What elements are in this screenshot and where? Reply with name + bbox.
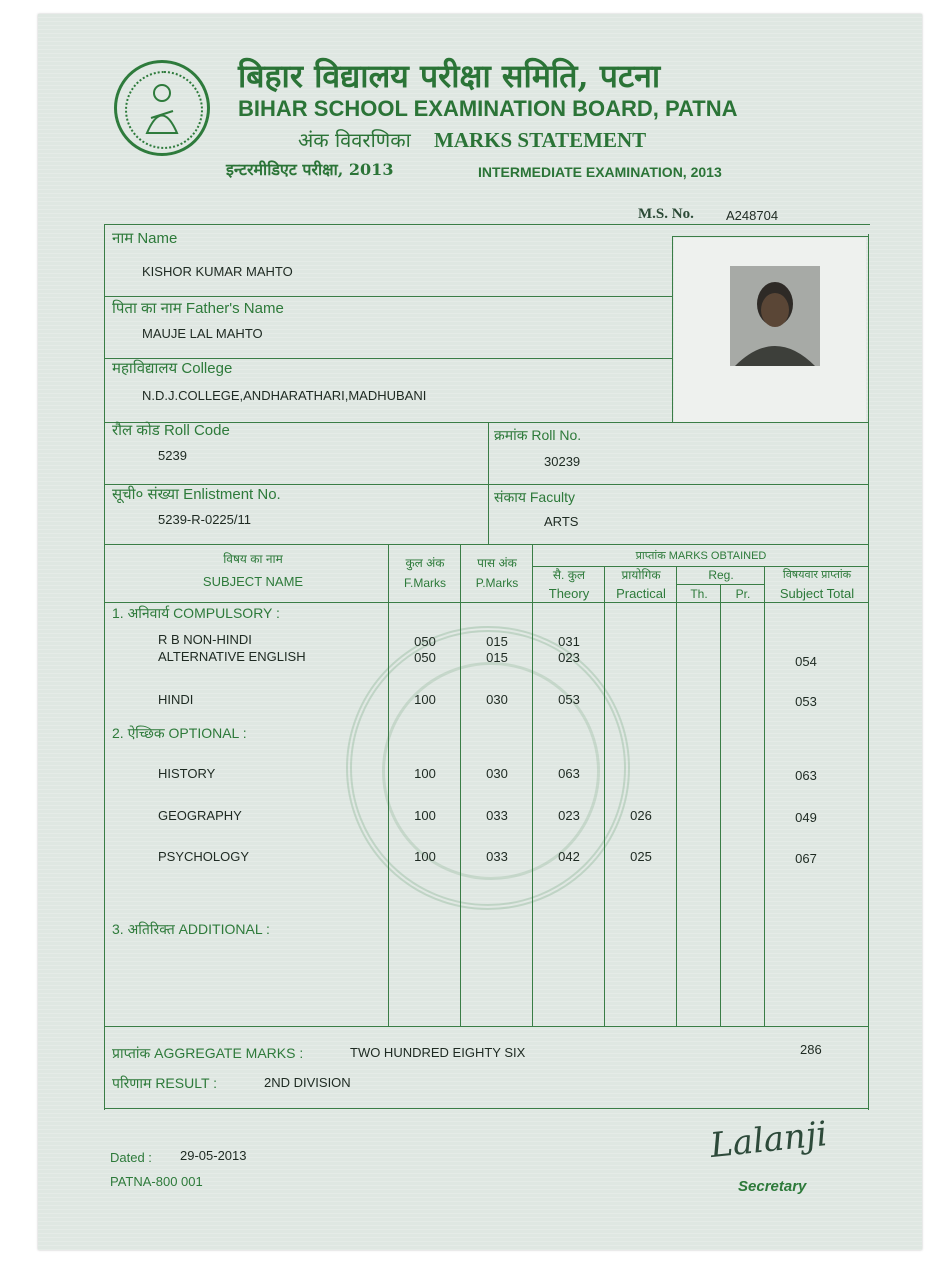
pmarks-head-hindi: पास अंक [477, 556, 517, 570]
dated-value: 29-05-2013 [180, 1148, 247, 1163]
pmarks-head-english: P.Marks [475, 576, 519, 590]
pass-marks: 033 [486, 849, 508, 864]
section-compulsory: 1. अनिवार्य COMPULSORY : [112, 605, 280, 621]
aggregate-value: 286 [800, 1042, 822, 1057]
subject-total: 049 [795, 810, 817, 825]
marks-obtained-head: प्राप्तांक MARKS OBTAINED [635, 550, 767, 562]
father-name-value: MAUJE LAL MAHTO [142, 326, 263, 341]
fmarks-head-english: F.Marks [404, 576, 446, 590]
practical-head-hindi: प्रायोगिक [621, 568, 661, 582]
board-seal-logo [114, 60, 210, 156]
pass-marks: 030 [486, 692, 508, 707]
subject-total: 054 [795, 654, 817, 669]
subject-name: PSYCHOLOGY [158, 849, 250, 864]
statement-title-hindi: अंक विवरणिका [298, 128, 411, 152]
board-title-english: BIHAR SCHOOL EXAMINATION BOARD, PATNA [238, 96, 738, 121]
theory-marks: 063 [558, 766, 580, 781]
subject-name: GEOGRAPHY [158, 808, 242, 823]
pass-marks: 030 [486, 766, 508, 781]
reg-pr-head: Pr. [735, 587, 751, 601]
aggregate-label: प्राप्तांक AGGREGATE MARKS : [112, 1045, 304, 1061]
subject-total-head-english: Subject Total [779, 586, 855, 601]
secretary-label: Secretary [738, 1178, 807, 1195]
address-text: PATNA-800 001 [110, 1174, 203, 1189]
section-additional: 3. अतिरिक्त ADDITIONAL : [112, 921, 270, 937]
subject-total: 067 [795, 851, 817, 866]
enlistment-value: 5239-R-0225/11 [158, 512, 251, 527]
subject-head-hindi: विषय का नाम [223, 552, 283, 566]
secretary-signature: Lalanji [708, 1113, 830, 1167]
subject-name: R B NON-HINDI [158, 632, 252, 647]
father-name-label: पिता का नाम Father's Name [112, 300, 284, 317]
full-marks: 050 [414, 634, 436, 649]
subject-name: HISTORY [158, 766, 216, 781]
theory-marks: 053 [558, 692, 580, 707]
reg-head: Reg. [708, 568, 734, 582]
name-label: नाम Name [112, 230, 178, 247]
roll-code-label: रौल कोड Roll Code [112, 422, 230, 439]
theory-marks: 023 [558, 808, 580, 823]
full-marks: 100 [414, 849, 436, 864]
pass-marks: 015 [486, 650, 508, 665]
result-value: 2ND DIVISION [264, 1075, 351, 1090]
enlistment-label: सूची० संख्या Enlistment No. [112, 486, 281, 503]
full-marks: 050 [414, 650, 436, 665]
theory-marks: 042 [558, 849, 580, 864]
college-value: N.D.J.COLLEGE,ANDHARATHARI,MADHUBANI [142, 388, 427, 403]
result-label: परिणाम RESULT : [112, 1075, 218, 1091]
subject-total: 063 [795, 768, 817, 783]
full-marks: 100 [414, 808, 436, 823]
name-value: KISHOR KUMAR MAHTO [142, 264, 293, 279]
practical-marks: 026 [630, 808, 652, 823]
section-optional: 2. ऐच्छिक OPTIONAL : [112, 725, 247, 741]
exam-title-english: INTERMEDIATE EXAMINATION, 2013 [478, 164, 722, 180]
statement-title-english: MARKS STATEMENT [434, 128, 647, 152]
faculty-label: संकाय Faculty [494, 489, 575, 505]
subject-total-head-hindi: विषयवार प्राप्तांक [782, 569, 852, 581]
theory-head-english: Theory [548, 586, 590, 601]
fmarks-head-hindi: कुल अंक [405, 556, 445, 570]
faculty-value: ARTS [544, 514, 579, 529]
college-label: महाविद्यालय College [112, 360, 233, 377]
subject-head-english: SUBJECT NAME [202, 574, 304, 589]
dated-label: Dated : [110, 1150, 152, 1165]
marks-statement-paper [38, 14, 922, 1250]
exam-title-hindi: इन्टरमीडिएट परीक्षा, 2013 [226, 160, 394, 179]
roll-code-value: 5239 [158, 448, 187, 463]
student-photo [730, 266, 820, 366]
practical-head-english: Practical [616, 586, 666, 601]
pass-marks: 015 [486, 634, 508, 649]
ms-no-value: A248704 [726, 208, 779, 223]
full-marks: 100 [414, 692, 436, 707]
practical-marks: 025 [630, 849, 652, 864]
board-title-hindi: बिहार विद्यालय परीक्षा समिति, पटना [238, 57, 661, 95]
subject-total: 053 [795, 694, 817, 709]
aggregate-words: TWO HUNDRED EIGHTY SIX [350, 1045, 526, 1060]
roll-no-value: 30239 [544, 454, 581, 469]
subject-name: HINDI [158, 692, 194, 707]
pass-marks: 033 [486, 808, 508, 823]
theory-head-hindi: सै. कुल [552, 568, 586, 582]
roll-no-label: क्रमांक Roll No. [494, 427, 582, 443]
theory-marks: 031 [558, 634, 580, 649]
full-marks: 100 [414, 766, 436, 781]
theory-marks: 023 [558, 650, 580, 665]
ms-no-label: M.S. No. [638, 206, 694, 222]
reg-th-head: Th. [690, 587, 708, 601]
subject-name: ALTERNATIVE ENGLISH [158, 649, 306, 664]
